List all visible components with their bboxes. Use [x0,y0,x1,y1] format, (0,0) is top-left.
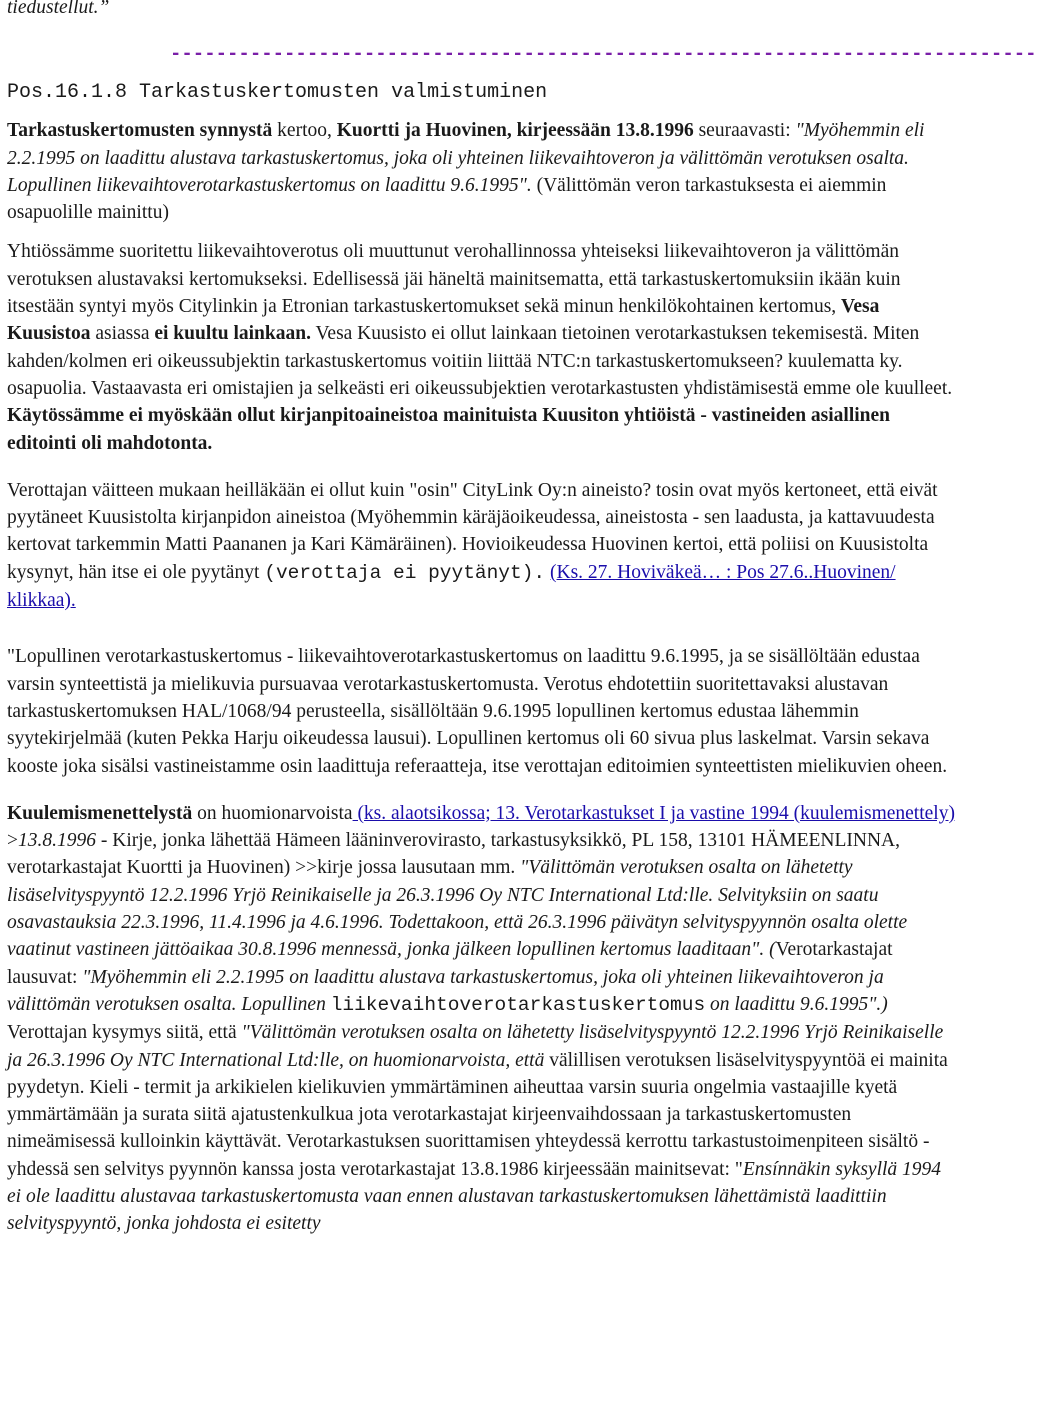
p1-quote: "Myöhemmin eli 2.2.1995 on laadittu alustava tarkastuskertomus, joka oli yhteinen liikevaihtoveron ja välittömän verotuksen osalta. Lopullinen liikevaihtoverotarkastuskertomus on laadittu 9.6.1995". [7,120,925,196]
section-divider: ---------------------------------------------------------------------------- [170,43,1037,66]
p1-text-3: (Välittömän veron tarkastuksesta ei aiemmin osapuolille mainittu) [7,174,887,224]
p5-text-1: on huomionarvoista [192,802,353,824]
p2-bold-2: ei kuultu lainkaan. [154,323,311,345]
p5-mono: liikevaihtoverotarkastuskertomus [330,993,706,1016]
p2-text-3: Vesa Kuusisto ei ollut lainkaan tietoinen verotarkastuksen tekemisestä. Miten kahden/kolmen eri oikeussubjektin tarkastuskertomus voitiin liittää NTC:n tarkastuskertomukseen? kuulematta ky. osapuolia. Vastaavasta eri omistajien ja selkeästi eri oikeussubjektien verotarkastusten yhdistämisestä emme ole kuulleet. [7,323,953,399]
section-heading: Pos.16.1.8 Tarkastuskertomusten valmistuminen [7,81,548,105]
p1-bold-2: Kuortti ja Huovinen, kirjeessään 13.8.1996 [336,120,694,142]
p5-quote-4: "Välittömän verotuksen osalta on lähetetty lisäselvityspyyntö 12.2.1996 Yrjö Reinikaiselle ja 26.3.1996 Oy NTC International Ltd:lle, on huomionarvoista, että [7,1022,944,1071]
p5-quote-1: "Välittömän verotuksen osalta on lähetetty lisäselvityspyyntö 12.2.1996 Yrjö Reinikaiselle ja 26.3.1996 Oy NTC International Ltd:lle. Selvityksiin on saatu osavastauksia 22.3.1996, 11.4.1996 ja 4.6.1996. Todettakoon, että 26.3.1996 päivätyn selvityspyynnön osalta olette vaatinut vastineen jättöaikaa 30.8.1996 mennessä, jonka jälkeen lopullinen kertomus laaditaan". ( [7,857,908,961]
paragraph-hearing [7,800,957,1238]
paragraph-merged-reports [7,238,957,456]
p1-text-2: seuraavasti: [693,120,796,142]
p5-quote-3: on laadittu 9.6.1995".) [705,993,888,1015]
p3-mono: (verottaja ei pyytänyt). [264,561,546,584]
p5-text-4: Verotarkastajat lausuvat: [7,939,893,988]
p2-bold-1: Vesa Kuusistoa [7,296,880,345]
p5-text-5: Verottajan kysymys siitä, että [7,1022,242,1044]
p5-bold-1: Kuulemismenettelystä [7,802,193,824]
paragraph-material [7,477,957,614]
p2-text-1: Yhtiössämme suoritettu liikevaihtoverotus oli muuttunut verohallinnossa yhteiseksi liikevaihtoveron ja välittömän verotuksen alustavaksi kertomukseksi. Edellisessä jäi häneltä mainitsematta, että tarkastuskertomuksiin ikään kuin itsestään syntyi myös Citylinkin ja Etronian tarkastuskertomukset sekä minun henkilökohtainen kertomus, [7,241,901,318]
p1-bold-1: Tarkastuskertomusten synnystä [7,120,273,142]
paragraph-origin [7,117,957,226]
p5-quote-2: "Myöhemmin eli 2.2.1995 on laadittu alustava tarkastuskertomus, joka oli yhteinen liikevaihtoveron ja välittömän verotuksen osalta. Lopullinen [7,966,884,1015]
paragraph-final-report: "Lopullinen verotarkastuskertomus - liikevaihtoverotarkastuskertomus on laadittu 9.6.1995, ja se sisällöltään edustaa varsin synteettistä ja mielikuvia pursuavaa verotarkastuskertomusta. Verotus ehdotettiin suoritettavaksi alustavan tarkastuskertomuksen HAL/1068/94 perusteella, sisällöltään 9.6.1995 lopullinen kertomus edustaa lähemmin syytekirjelmää (kuten Pekka Harju oikeudessa lausui). Lopullinen kertomus oli 60 sivua plus laskelmat. Varsin sekava kooste joka sisälsi vastineistamme osin laadittuja referaatteja, itse verottajan editoimien synteettisten mielikuvien oheen. [7,646,948,777]
p1-text-1: kertoo, [272,120,337,142]
p5-text-6: välillisen verotuksen lisäselvityspyyntöä ei mainita pyydetyn. Kieli - termit ja arkikielen kielikuvien ymmärtäminen aiheuttaa varsin suuria ongelmia vastaajille kyetä ymmärtämään ja surata siitä ajatustenkulkua jota verotarkastajat kirjeenvaihdossaan ja tarkastuskertomusten nimeämisessä kulloinkin käyttävät. Verotarkastuksen suorittamisen yhteydessä kerrottu tarkastustoimenpiteen sisältö - yhdessä sen selvitys pyynnön kanssa josta verotarkastajat 13.8.1986 kirjeessään mainitsevat: " [7,1049,948,1180]
p5-text-3: - Kirje, jonka lähettää Hämeen lääninverovirasto, tarkastusyksikkö, PL 158, 13101 HÄMEENLINNA, verotarkastajat Kuortti ja Huovinen) >>kirje jossa lausutaan mm. [7,830,901,879]
p5-text-2: > [7,830,18,852]
document-page [7,0,1037,1238]
link-hovivakea[interactable]: (Ks. 27. Hoviväkeä… : Pos 27.6..Huovinen/ klikkaa). [7,561,896,612]
p2-bold-3: Käytössämme ei myöskään ollut kirjanpitoaineistoa mainituista Kuusiton yhtiöistä - vastineiden asiallinen editointi oli mahdotonta. [7,405,891,454]
top-fragment: tiedustellut.” [7,0,110,18]
p5-date: 13.8.1996 [18,830,96,852]
link-verotarkastukset[interactable]: (ks. alaotsikossa; 13. Verotarkastukset I ja vastine 1994 (kuulemismenettely) [352,802,955,824]
p2-text-2: asiassa [90,323,155,345]
p3-text-1: Verottajan väitteen mukaan heilläkään ei ollut kuin "osin" CityLink Oy:n aineisto? tosin ovat myös kertoneet, että eivät pyytäneet Kuusistolta kirjanpidon aineistoa (Myöhemmin käräjäoikeudessa, aineistosta - sen laadusta, ja kattavuudesta kertovat tarkemmin Matti Paananen ja Kari Kämäräinen). Hovioikeudessa Huovinen kertoi, että poliisi on Kuusistolta kysynyt, hän itse ei ole pyytänyt [7,479,938,583]
p5-quote-5: Ensínnäkin syksyllä 1994 ei ole laadittu alustavaa tarkastuskertomusta vaan ennen alustavan tarkastuskertomuksen lähettämistä laadittiin selvityspyyntö, jonka johdosta ei esitetty [7,1158,942,1235]
